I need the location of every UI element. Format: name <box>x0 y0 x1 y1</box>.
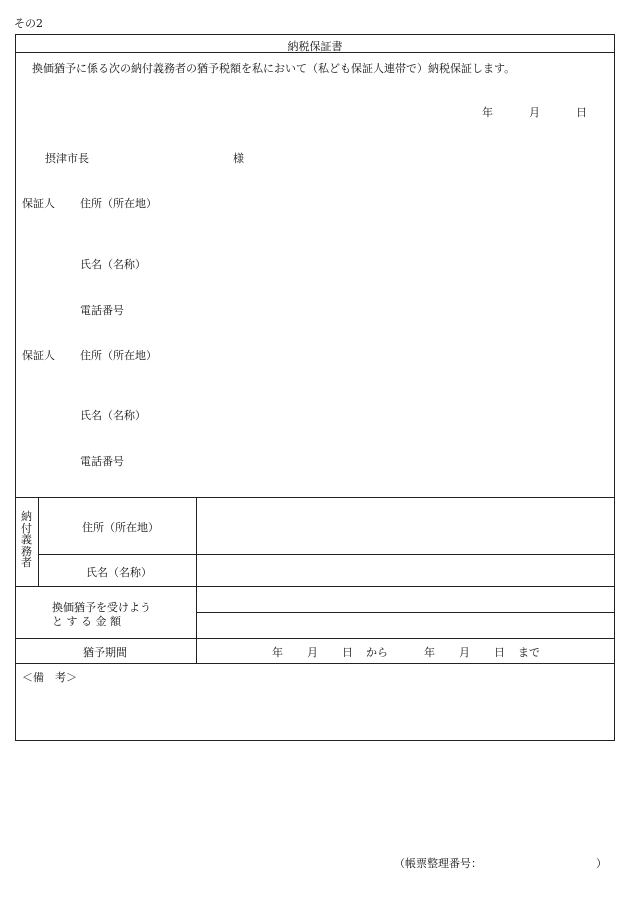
period-to-suffix: まで <box>518 646 540 659</box>
obligor-address-label: 住所（所在地） <box>82 521 159 534</box>
amount-label-line1: 換価猶予を受けよう <box>52 601 151 614</box>
form-number: その2 <box>14 17 43 30</box>
guarantor-1-heading: 保証人 <box>22 197 55 210</box>
guarantor-2-heading: 保証人 <box>22 349 55 362</box>
period-bottom-border <box>15 663 615 664</box>
period-to-year: 年 <box>424 646 435 659</box>
guarantor-1-address-label: 住所（所在地） <box>80 197 157 210</box>
form-frame <box>15 34 615 741</box>
guarantor-2-address-label: 住所（所在地） <box>80 349 157 362</box>
reference-number-close: ） <box>596 857 607 870</box>
guarantor-1-phone-label: 電話番号 <box>80 304 124 317</box>
period-label: 猶予期間 <box>83 646 127 659</box>
obligor-column-divider <box>38 497 39 586</box>
addressee: 摂津市長 <box>45 152 89 165</box>
guarantor-1-name-label: 氏名（名称） <box>80 258 146 271</box>
amount-bottom-border <box>15 638 615 639</box>
obligor-name-label: 氏名（名称） <box>86 566 152 579</box>
period-from-suffix: から <box>366 646 388 659</box>
remarks-label: ＜備 考＞ <box>22 671 77 684</box>
period-from-day: 日 <box>342 646 353 659</box>
guarantor-2-name-label: 氏名（名称） <box>80 409 146 422</box>
date-year: 年 <box>482 106 493 119</box>
amount-inner-divider <box>196 612 615 613</box>
date-day: 日 <box>576 106 587 119</box>
period-to-month: 月 <box>459 646 470 659</box>
reference-number-label: （帳票整理番号： <box>394 857 482 870</box>
address-row-divider <box>38 554 615 555</box>
date-month: 月 <box>529 106 540 119</box>
obligor-bottom-border <box>15 586 615 587</box>
addressee-honorific: 様 <box>233 152 244 165</box>
guarantor-2-phone-label: 電話番号 <box>80 455 124 468</box>
period-from-month: 月 <box>307 646 318 659</box>
period-to-day: 日 <box>494 646 505 659</box>
amount-label-line2: と す る 金 額 <box>52 615 121 628</box>
period-from-year: 年 <box>272 646 283 659</box>
table-top-border <box>15 497 615 498</box>
obligor-vertical-label: 納 付 義 務 者 <box>21 510 32 569</box>
guarantee-statement: 換価猶予に係る次の納付義務者の猶予税額を私において（私ども保証人連帯で）納税保証します。 <box>32 62 516 75</box>
form-title: 納税保証書 <box>287 40 343 53</box>
